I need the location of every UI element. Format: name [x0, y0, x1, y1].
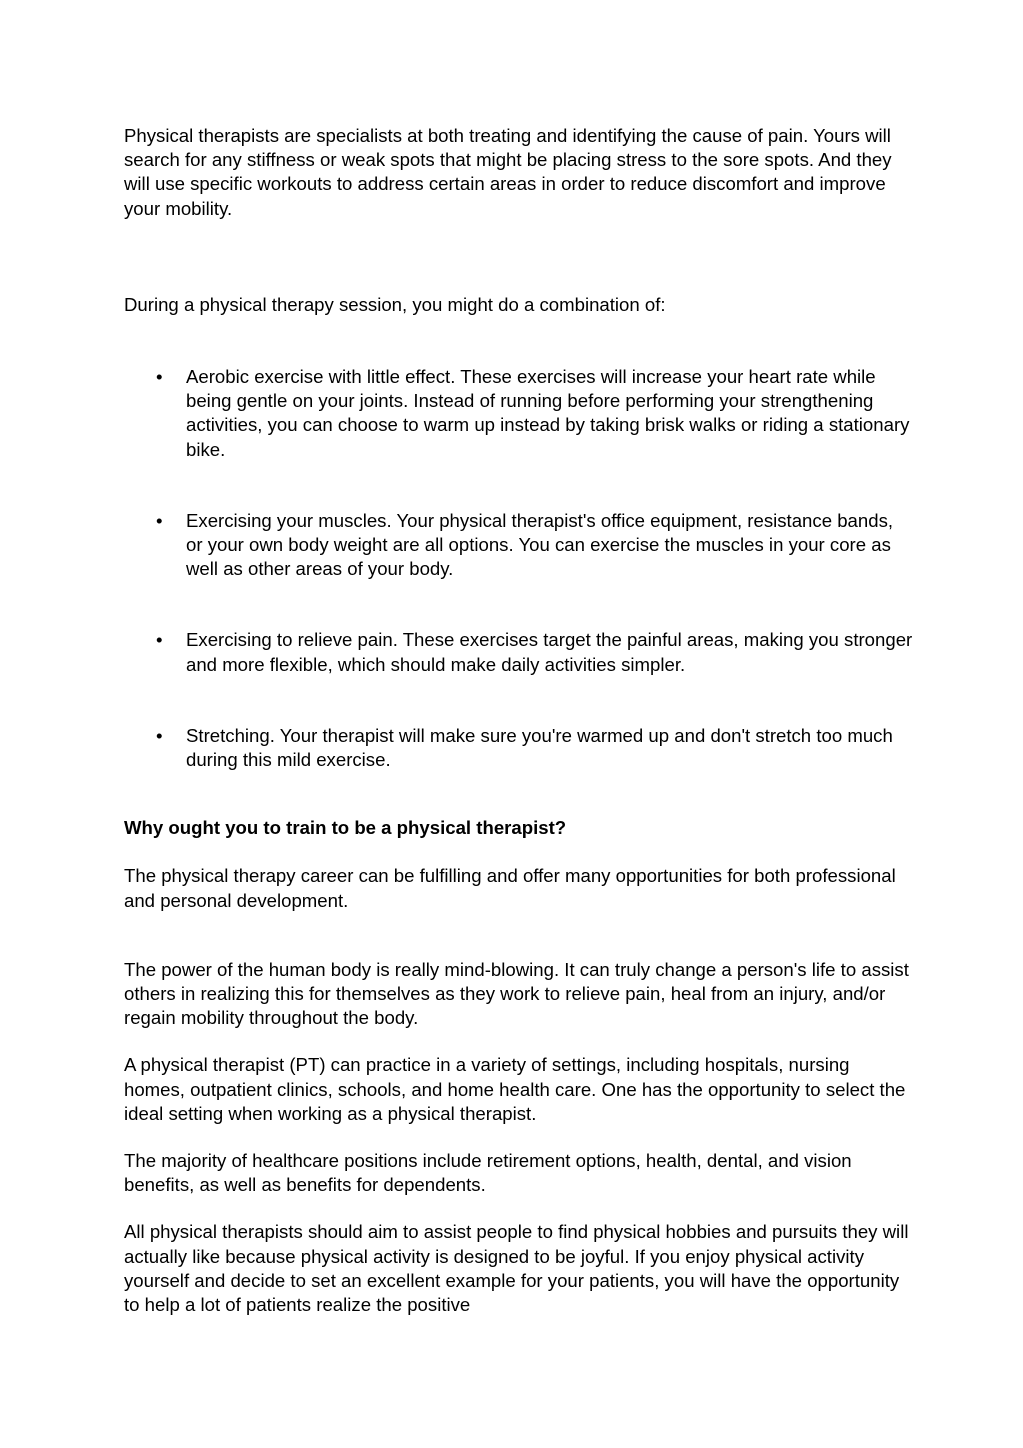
section-heading: Why ought you to train to be a physical therapist?: [124, 817, 567, 839]
bullet-icon: •: [156, 724, 163, 746]
body-paragraph: The majority of healthcare positions include retirement options, health, dental, and vision benefits, as well as benefits for dependents.: [124, 1150, 852, 1196]
lead-paragraph: During a physical therapy session, you might do a combination of:: [124, 293, 666, 315]
list-item: [124, 509, 914, 582]
list-item-text: Exercising to relieve pain. These exercises target the painful areas, making you stronger and more flexible, which should make daily activities simpler.: [186, 629, 913, 675]
body-paragraph: The physical therapy career can be fulfilling and offer many opportunities for both professional and personal development.: [124, 865, 896, 911]
body-paragraph: The power of the human body is really mind-blowing. It can truly change a person's life to assist others in realizing this for themselves as they work to relieve pain, heal from an injury, and/or regain mobility throughout the body.: [124, 958, 909, 1029]
exercise-list: [124, 365, 914, 772]
bullet-icon: •: [156, 366, 163, 388]
body-paragraph: A physical therapist (PT) can practice in a variety of settings, including hospitals, nursing homes, outpatient clinics, schools, and home health care. One has the opportunity to select the ideal setting when working as a physical therapist.: [124, 1054, 906, 1124]
bullet-icon: •: [156, 629, 163, 651]
list-item-text: Stretching. Your therapist will make sure you're warmed up and don't stretch too much during this mild exercise.: [186, 724, 893, 771]
list-item: [124, 628, 914, 676]
list-item-text: Exercising your muscles. Your physical therapist's office equipment, resistance bands, or your own body weight are all options. You can exercise the muscles in your core as well as other areas of your body.: [186, 509, 894, 580]
list-item-text: Aerobic exercise with little effect. These exercises will increase your heart rate while being gentle on your joints. Instead of running before performing your strengthening activities, you can choose to warm up instead by taking brisk walks or riding a stationary bike.: [186, 366, 910, 460]
list-item: [124, 724, 914, 772]
bullet-icon: •: [156, 509, 163, 531]
document-page: [124, 124, 914, 1317]
body-paragraph: All physical therapists should aim to assist people to find physical hobbies and pursuits they will actually like because physical activity is designed to be joyful. If you enjoy physical activity yourself and decide to set an excellent example for your patients, you will have the opportunity to help a lot of patients realize the positive: [124, 1221, 909, 1316]
list-item: [124, 365, 914, 462]
intro-paragraph: Physical therapists are specialists at both treating and identifying the cause of pain. Yours will search for any stiffness or weak spots that might be placing stress to the sore spots. And they will use specific workouts to address certain areas in order to reduce discomfort and improve your mobility.: [124, 125, 892, 219]
